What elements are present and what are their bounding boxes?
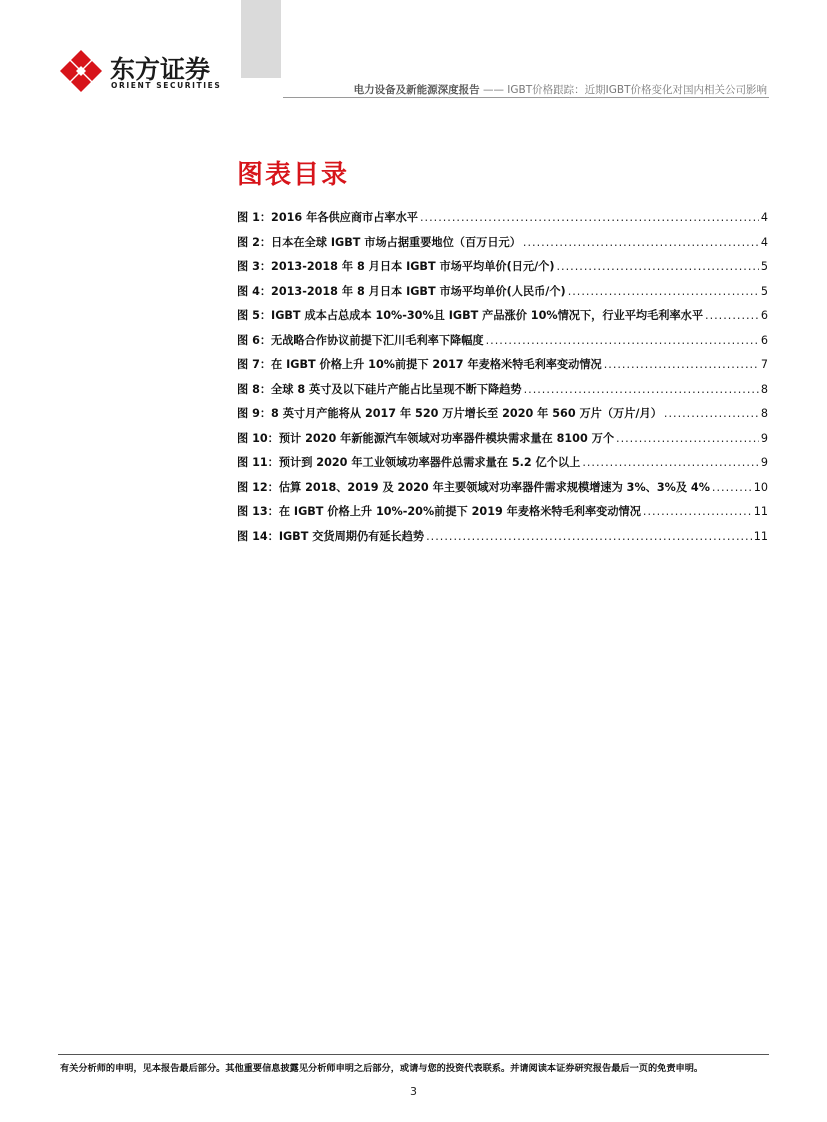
toc-item-label: 图 11：预计到 2020 年工业领域功率器件总需求量在 5.2 亿个以上 <box>237 456 581 469</box>
toc-item-label: 图 7：在 IGBT 价格上升 10%前提下 2017 年麦格米特毛利率变动情况 <box>237 358 602 371</box>
toc-dot-leader <box>582 456 759 469</box>
toc-item[interactable] <box>237 503 768 528</box>
toc-item[interactable] <box>237 430 768 455</box>
footer-divider <box>58 1054 769 1055</box>
toc-item[interactable] <box>237 356 768 381</box>
toc-item-page: 11 <box>753 529 768 543</box>
toc-item[interactable] <box>237 234 768 259</box>
toc-item[interactable] <box>237 479 768 504</box>
toc-item-page: 8 <box>760 407 768 420</box>
toc-dot-leader <box>705 309 759 322</box>
report-subtitle: IGBT价格跟踪：近期IGBT价格变化对国内相关公司影响 <box>507 84 767 96</box>
toc-item[interactable] <box>237 528 768 553</box>
toc-item-page: 5 <box>760 260 768 273</box>
toc-item-label: 图 8：全球 8 英寸及以下硅片产能占比呈现不断下降趋势 <box>237 382 522 396</box>
toc-item-page: 8 <box>760 382 768 396</box>
page-number: 3 <box>410 1085 417 1098</box>
footer-disclaimer: 有关分析师的申明，见本报告最后部分。其他重要信息披露见分析师申明之后部分，或请与您的投资代表联系。并请阅读本证券研究报告最后一页的免责申明。 <box>60 1063 704 1074</box>
toc-dot-leader <box>568 285 759 298</box>
toc-dot-leader <box>643 505 752 518</box>
toc-item-label: 图 14：IGBT 交货周期仍有延长趋势 <box>237 529 425 543</box>
toc-item-label: 图 9：8 英寸月产能将从 2017 年 520 万片增长至 2020 年 560 万片（万片/月） <box>237 407 662 420</box>
toc-item-page: 10 <box>753 480 768 494</box>
toc-item[interactable] <box>237 454 768 479</box>
header-gray-tab <box>241 0 281 78</box>
toc-dot-leader <box>524 383 759 396</box>
toc-item-page: 9 <box>760 456 768 469</box>
toc-dot-leader <box>557 260 759 273</box>
toc-dot-leader <box>664 407 759 420</box>
toc-item-page: 6 <box>760 333 768 347</box>
toc-item[interactable] <box>237 381 768 406</box>
header-separator: —— <box>482 84 504 96</box>
company-logo <box>58 48 233 98</box>
toc-item[interactable] <box>237 332 768 357</box>
toc-item-page: 11 <box>753 505 768 518</box>
toc-item[interactable] <box>237 209 768 234</box>
toc-item-page: 4 <box>760 211 768 224</box>
toc-item-page: 4 <box>760 235 768 249</box>
header-divider <box>283 97 769 98</box>
brand-name-en: ORIENT SECURITIES <box>111 81 222 90</box>
toc-dot-leader <box>486 334 759 347</box>
report-header <box>354 82 767 97</box>
brand-name-cn: 东方证券 <box>110 55 211 84</box>
toc-item-label: 图 6：无战略合作协议前提下汇川毛利率下降幅度 <box>237 333 484 347</box>
toc-dot-leader <box>712 481 752 494</box>
toc-dot-leader <box>616 432 759 445</box>
orient-securities-logo-icon <box>58 48 104 94</box>
toc-item-label: 图 5：IGBT 成本占总成本 10%-30%且 IGBT 产品涨价 10%情况下，行业平均毛利率水平 <box>237 309 704 322</box>
toc-list <box>237 209 768 552</box>
toc-item-label: 图 12：估算 2018、2019 及 2020 年主要领域对功率器件需求规模增速为 3%、3%及 4% <box>237 480 710 494</box>
toc-item[interactable] <box>237 307 768 332</box>
toc-item-page: 5 <box>760 284 768 298</box>
toc-item-page: 7 <box>760 358 768 371</box>
toc-dot-leader <box>420 211 759 224</box>
toc-title: 图表目录 <box>237 160 350 190</box>
toc-item-label: 图 1：2016 年各供应商市占率水平 <box>237 211 418 224</box>
toc-dot-leader <box>604 358 759 371</box>
toc-item-label: 图 13：在 IGBT 价格上升 10%-20%前提下 2019 年麦格米特毛利率变动情况 <box>237 505 641 518</box>
toc-item[interactable] <box>237 405 768 430</box>
toc-item-label: 图 2：日本在全球 IGBT 市场占据重要地位（百万日元） <box>237 235 521 249</box>
toc-item-label: 图 4：2013-2018 年 8 月日本 IGBT 市场平均单价(人民币/个) <box>237 284 566 298</box>
toc-item-page: 6 <box>760 309 768 322</box>
toc-dot-leader <box>523 236 759 249</box>
toc-item-label: 图 3：2013-2018 年 8 月日本 IGBT 市场平均单价(日元/个) <box>237 260 555 273</box>
toc-item[interactable] <box>237 283 768 308</box>
toc-dot-leader <box>426 530 752 543</box>
toc-item-label: 图 10：预计 2020 年新能源汽车领域对功率器件模块需求量在 8100 万个 <box>237 431 615 445</box>
toc-item-page: 9 <box>760 431 768 445</box>
report-category: 电力设备及新能源深度报告 <box>353 84 480 96</box>
toc-item[interactable] <box>237 258 768 283</box>
